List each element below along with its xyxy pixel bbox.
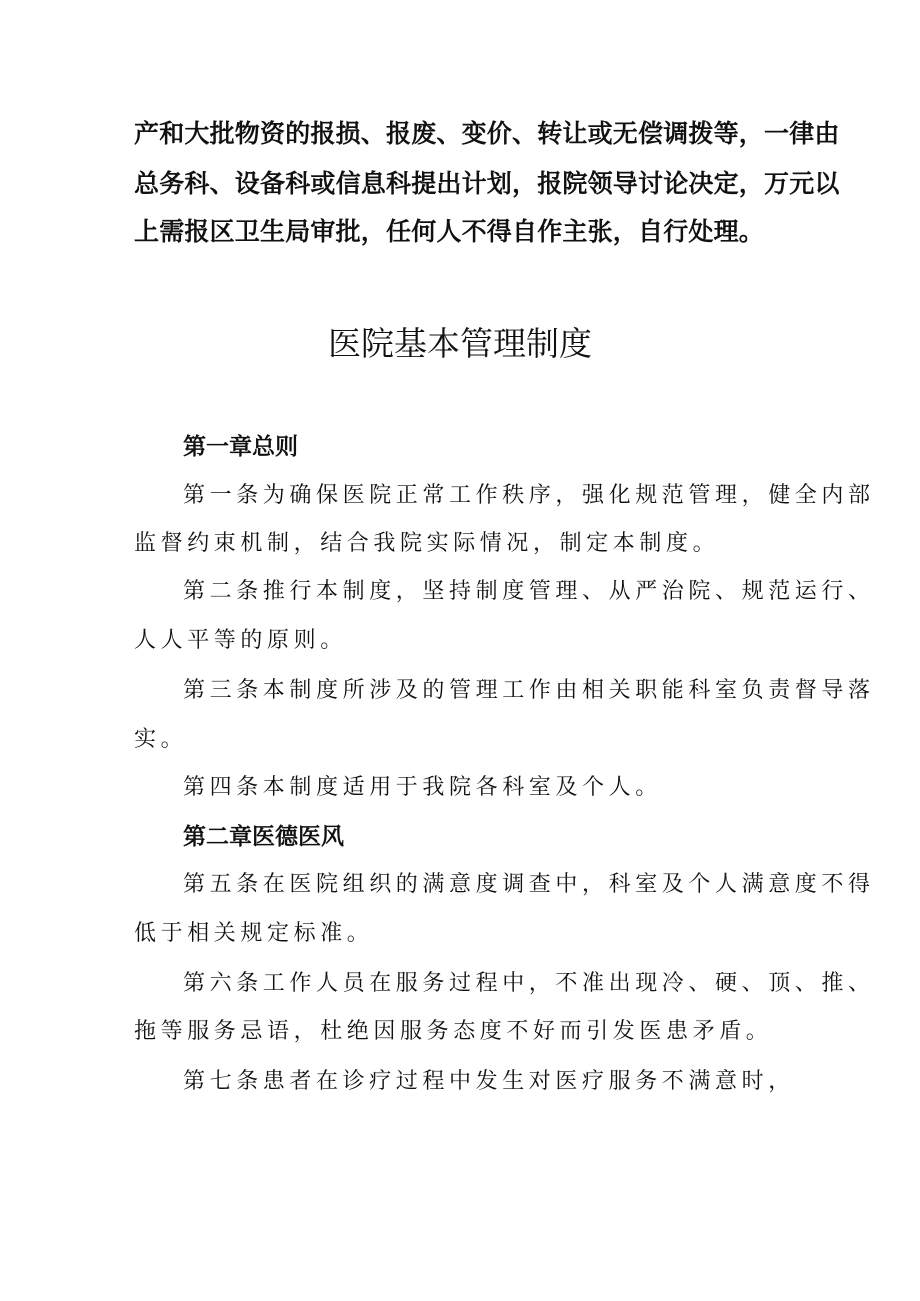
chapter-2-heading: 第二章医德医风 bbox=[183, 824, 344, 850]
article-3-line-2: 实。 bbox=[134, 727, 188, 752]
article-3-line-1: 第三条本制度所涉及的管理工作由相关职能科室负责督导落 bbox=[183, 678, 875, 703]
article-2-line-2: 人人平等的原则。 bbox=[134, 628, 347, 653]
article-6-line-2: 拖等服务忌语，杜绝因服务态度不好而引发医患矛盾。 bbox=[134, 1019, 773, 1044]
intro-line-1: 产和大批物资的报损、报废、变价、转让或无偿调拨等，一律由 bbox=[134, 119, 840, 148]
article-5-line-2: 低于相关规定标准。 bbox=[134, 921, 374, 946]
chapter-1-heading: 第一章总则 bbox=[183, 434, 298, 460]
intro-line-2: 总务科、设备科或信息科提出计划，报院领导讨论决定，万元以 bbox=[134, 169, 840, 198]
article-6-line-1: 第六条工作人员在服务过程中，不准出现冷、硬、顶、推、 bbox=[183, 971, 875, 996]
article-5-line-1: 第五条在医院组织的满意度调查中，科室及个人满意度不得 bbox=[183, 872, 875, 897]
document-title: 医院基本管理制度 bbox=[328, 324, 592, 363]
article-1-line-1: 第一条为确保医院正常工作秩序，强化规范管理，健全内部 bbox=[183, 483, 875, 508]
article-2-line-1: 第二条推行本制度，坚持制度管理、从严治院、规范运行、 bbox=[183, 579, 875, 604]
intro-line-3: 上需报区卫生局审批，任何人不得自作主张，自行处理。 bbox=[134, 217, 765, 246]
article-4-line-1: 第四条本制度适用于我院各科室及个人。 bbox=[183, 775, 662, 800]
article-1-line-2: 监督约束机制，结合我院实际情况，制定本制度。 bbox=[134, 531, 720, 556]
article-7-line-1: 第七条患者在诊疗过程中发生对医疗服务不满意时， bbox=[183, 1069, 795, 1094]
